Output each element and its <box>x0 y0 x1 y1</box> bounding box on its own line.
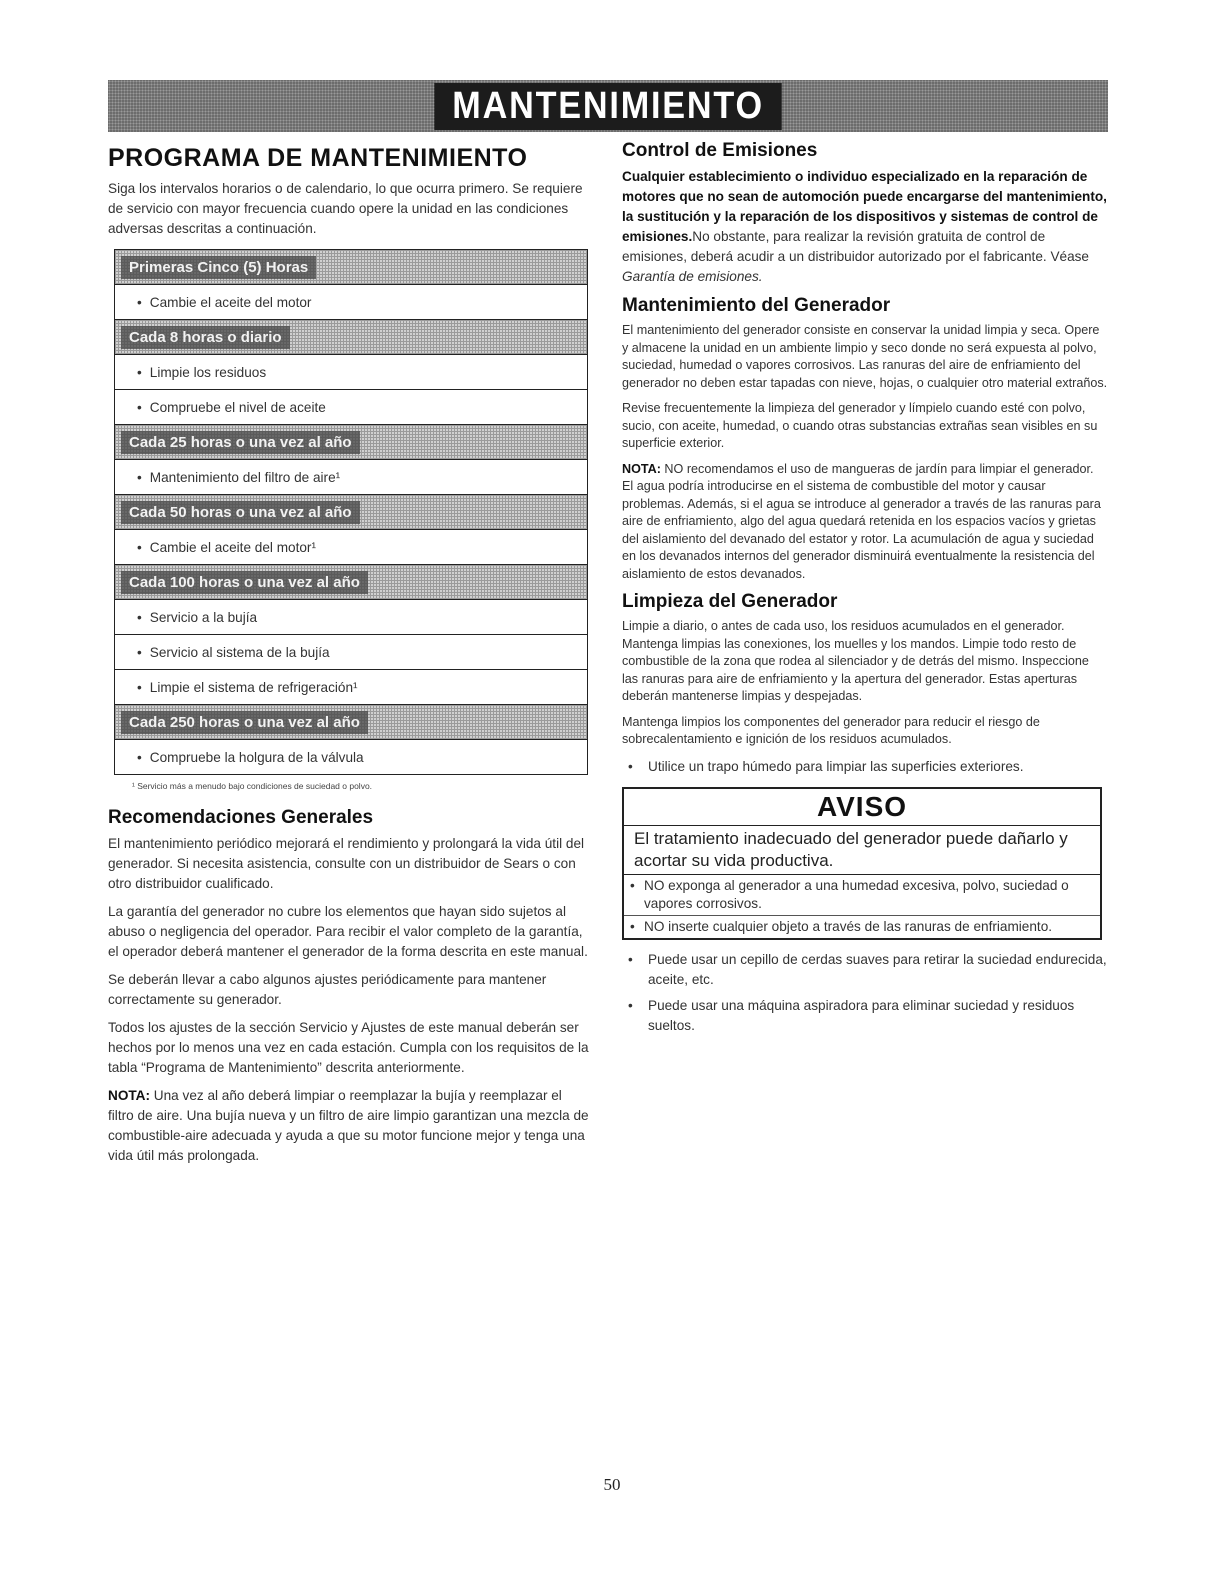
notice-message: El tratamiento inadecuado del generador puede dañarlo y acortar su vida productiva. <box>624 825 1100 875</box>
list-item: • Puede usar un cepillo de cerdas suaves para retirar la suciedad endurecida, aceite, etc. <box>622 950 1108 990</box>
emissions-title: Control de Emisiones <box>622 140 818 161</box>
generator-cleaning-title: Limpieza del Generador <box>622 591 838 612</box>
schedule-intro: Siga los intervalos horarios o de calendario, lo que ocurra primero. Se requiere de servicio con mayor frecuencia cuando opere la unidad en las condiciones adversas descritas a continuación. <box>108 181 583 236</box>
recommendations-title: Recomendaciones Generales <box>108 807 374 828</box>
schedule-item: • Servicio al sistema de la bujía <box>115 635 588 670</box>
generator-maintenance-paragraph: Revise frecuentemente la limpieza del generador y límpielo cuando esté con polvo, sucio, con aceite, humedad, o cuando otras substancias extrañas sean visibles en su superficie exterior. <box>622 401 1098 450</box>
left-column <box>108 140 590 1174</box>
schedule-item: • Limpie los residuos <box>115 355 588 390</box>
recommendations-paragraph: Todos los ajustes de la sección Servicio y Ajustes de este manual deberán ser hechos por lo menos una vez en cada estación. Cumpla con los requisitos de la tabla “Programa de Mantenimiento” descrita anteriormente. <box>108 1020 589 1075</box>
cleaning-list <box>622 950 1108 1036</box>
banner-title: MANTENIMIENTO <box>434 83 782 130</box>
schedule-item: • Mantenimiento del filtro de aire¹ <box>115 460 588 495</box>
list-item: • Puede usar una máquina aspiradora para eliminar suciedad y residuos sueltos. <box>622 996 1108 1036</box>
page-number: 50 <box>603 1475 621 1494</box>
schedule-header: Cada 8 horas o diario <box>115 320 588 355</box>
maintenance-schedule-table <box>114 249 588 775</box>
section-banner <box>108 80 1108 132</box>
list-item: • Utilice un trapo húmedo para limpiar las superficies exteriores. <box>622 757 1108 777</box>
generator-maintenance-paragraph: El mantenimiento del generador consiste en conservar la unidad limpia y seca. Opere y almacene la unidad en un ambiente limpio y seco donde no será expuesta al polvo, suciedad, humedad o vapores corrosivos. Las ranuras del aire de enfriamiento del generador no deben estar tapadas con nieve, hojas, o cualquier otro material extraños. <box>622 323 1108 390</box>
schedule-footnote: ¹ Servicio más a menudo bajo condiciones de suciedad o polvo. <box>132 781 373 791</box>
schedule-header: Cada 50 horas o una vez al año <box>115 495 588 530</box>
schedule-item: • Cambie el aceite del motor¹ <box>115 530 588 565</box>
cleaning-list <box>622 757 1108 777</box>
schedule-header: Primeras Cinco (5) Horas <box>115 250 588 285</box>
recommendations-paragraph: La garantía del generador no cubre los elementos que hayan sido sujetos al abuso o negligencia del operador. Para recibir el valor completo de la garantía, el operador deberá mantener el generador de la forma descrita en este manual. <box>108 904 588 959</box>
right-column <box>622 140 1108 1046</box>
notice-title: AVISO <box>816 790 908 822</box>
notice-box <box>622 787 1102 940</box>
schedule-item: • Servicio a la bujía <box>115 600 588 635</box>
schedule-header: Cada 25 horas o una vez al año <box>115 425 588 460</box>
notice-item: • NO inserte cualquier objeto a través de las ranuras de enfriamiento. <box>624 916 1100 938</box>
recommendations-paragraph: El mantenimiento periódico mejorará el rendimiento y prolongará la vida útil del generador. Si necesita asistencia, consulte con un distribuidor de Sears o con otro distribuidor cualificado. <box>108 836 585 891</box>
schedule-header: Cada 250 horas o una vez al año <box>115 705 588 740</box>
generator-maintenance-note: NOTA: NO recomendamos el uso de mangueras de jardín para limpiar el generador. El agua podría introducirse en el sistema de combustible del motor y causar problemas. Además, si el agua se introduce al generador a través de las ranuras para aire de enfriamiento, algo del agua quedará retenida en los espacios vacíos y grietas del aislamiento del devanado del estator y rotor. La acumulación de agua y suciedad en los devanados internos del generador disminuirá eventualmente la resistencia del aislamiento de estos devanados. <box>622 461 1101 581</box>
schedule-item: • Compruebe la holgura de la válvula <box>115 740 588 775</box>
emissions-paragraph: Cualquier establecimiento o individuo especializado en la reparación de motores que no sean de automoción puede encargarse del mantenimiento, la sustitución y la reparación de los dispositivos y sistemas de control de emisiones.No obstante, para realizar la revisión gratuita de control de emisiones, deberá acudir a un distribuidor autorizado por el fabricante. Véase Garantía de emisiones. <box>622 169 1107 284</box>
generator-maintenance-title: Mantenimiento del Generador <box>622 295 891 316</box>
recommendations-note: NOTA: Una vez al año deberá limpiar o reemplazar la bujía y reemplazar el filtro de aire. Una bujía nueva y un filtro de aire limpio garantizan una mezcla de combustible-aire adecuada y ayuda a que su motor funcione mejor y tenga una vida útil más prolongada. <box>108 1088 589 1163</box>
schedule-item: • Cambie el aceite del motor <box>115 285 588 320</box>
schedule-item: • Compruebe el nivel de aceite <box>115 390 588 425</box>
notice-item: • NO exponga al generador a una humedad excesiva, polvo, suciedad o vapores corrosivos. <box>624 875 1100 916</box>
schedule-header: Cada 100 horas o una vez al año <box>115 565 588 600</box>
schedule-item: • Limpie el sistema de refrigeración¹ <box>115 670 588 705</box>
schedule-title: PROGRAMA DE MANTENIMIENTO <box>108 144 528 172</box>
generator-cleaning-paragraph: Limpie a diario, o antes de cada uso, los residuos acumulados en el generador. Mantenga limpias las conexiones, los muelles y los mandos. Limpie todo resto de combustible de la zona que rodea al silenciador y de detrás del mismo. Inspeccione las ranuras para aire de enfriamiento y la apertura del generador. Estas aperturas deberán mantenerse limpias y despejadas. <box>622 619 1089 703</box>
generator-cleaning-paragraph: Mantenga limpios los componentes del generador para reducir el riesgo de sobrecalentamiento e ignición de los residuos acumulados. <box>622 714 1040 746</box>
recommendations-paragraph: Se deberán llevar a cabo algunos ajustes periódicamente para mantener correctamente su generador. <box>108 972 547 1007</box>
